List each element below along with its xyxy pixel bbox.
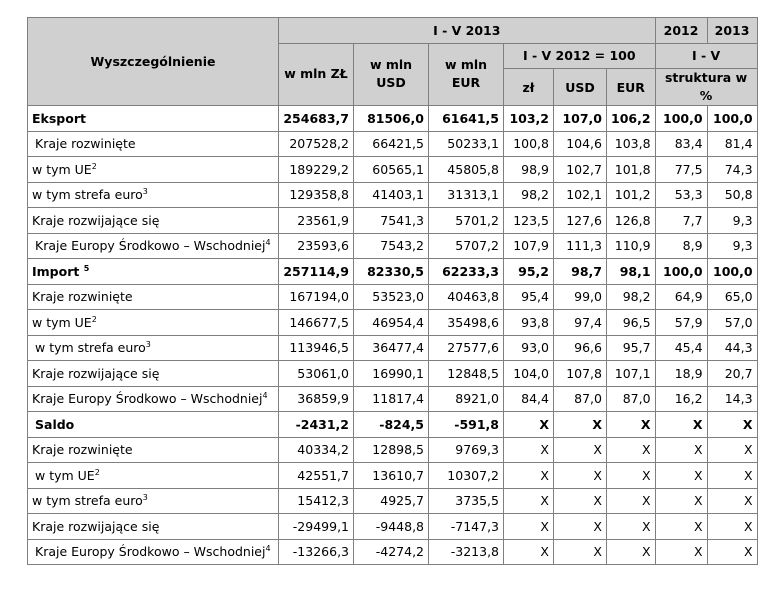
cell-value: 102,1 <box>554 182 607 208</box>
row-label-text: w tym strefa euro <box>32 493 143 509</box>
cell-value: 96,6 <box>554 335 607 361</box>
cell-value: 189229,2 <box>279 157 354 183</box>
cell-value: -29499,1 <box>279 514 354 540</box>
footnote-marker: 2 <box>91 161 97 171</box>
cell-value: X <box>607 488 656 514</box>
footnote-marker: 5 <box>83 263 90 273</box>
cell-value: 107,0 <box>554 106 607 132</box>
cell-value: 84,4 <box>504 386 554 412</box>
row-label <box>28 386 279 412</box>
row-label-text: w tym UE <box>32 314 92 330</box>
row-label-text: Kraje rozwinięte <box>35 136 136 152</box>
cell-value: 36477,4 <box>354 335 429 361</box>
cell-value: X <box>607 539 656 565</box>
row-label <box>28 106 279 132</box>
cell-value: -824,5 <box>354 412 429 438</box>
row-label-text: Kraje rozwinięte <box>32 289 133 305</box>
header-index-zl: zł <box>504 69 554 106</box>
cell-value: 57,0 <box>707 310 757 336</box>
header-wyszczegolnienie: Wyszczególnienie <box>28 18 279 106</box>
header-mln-eur: w mln EUR <box>429 43 504 106</box>
cell-value: 65,0 <box>707 284 757 310</box>
cell-value: -4274,2 <box>354 539 429 565</box>
header-year-2012: 2012 <box>655 18 707 44</box>
cell-value: 123,5 <box>504 208 554 234</box>
cell-value: 8921,0 <box>429 386 504 412</box>
cell-value: 103,2 <box>504 106 554 132</box>
cell-value: 107,9 <box>504 233 554 259</box>
cell-value: 35498,6 <box>429 310 504 336</box>
header-index-usd: USD <box>554 69 607 106</box>
cell-value: X <box>504 488 554 514</box>
cell-value: 7541,3 <box>354 208 429 234</box>
table-row <box>28 437 758 463</box>
cell-value: 77,5 <box>655 157 707 183</box>
cell-value: X <box>554 437 607 463</box>
cell-value: 23561,9 <box>279 208 354 234</box>
cell-value: 82330,5 <box>354 259 429 285</box>
row-label-text: Kraje rozwijające się <box>32 365 160 381</box>
table-row <box>28 463 758 489</box>
cell-value: 113946,5 <box>279 335 354 361</box>
cell-value: 106,2 <box>607 106 656 132</box>
cell-value: 87,0 <box>607 386 656 412</box>
cell-value: 5701,2 <box>429 208 504 234</box>
cell-value: 95,2 <box>504 259 554 285</box>
table-row <box>28 310 758 336</box>
row-label <box>28 335 279 361</box>
cell-value: 207528,2 <box>279 131 354 157</box>
header-year-2013: 2013 <box>707 18 757 44</box>
cell-value: 93,0 <box>504 335 554 361</box>
cell-value: 23593,6 <box>279 233 354 259</box>
row-label <box>28 463 279 489</box>
cell-value: 9,3 <box>707 208 757 234</box>
cell-value: X <box>554 412 607 438</box>
cell-value: 15412,3 <box>279 488 354 514</box>
cell-value: 101,8 <box>607 157 656 183</box>
cell-value: 98,9 <box>504 157 554 183</box>
cell-value: 81506,0 <box>354 106 429 132</box>
footnote-marker: 4 <box>265 238 271 248</box>
cell-value: X <box>554 514 607 540</box>
header-mln-zl: w mln ZŁ <box>279 43 354 106</box>
cell-value: 53061,0 <box>279 361 354 387</box>
header-period-short: I - V <box>655 43 757 69</box>
cell-value: 10307,2 <box>429 463 504 489</box>
cell-value: X <box>607 463 656 489</box>
cell-value: 100,0 <box>707 259 757 285</box>
row-label-text: Eksport <box>32 110 86 126</box>
footnote-marker: 3 <box>142 187 148 197</box>
cell-value: 98,1 <box>607 259 656 285</box>
cell-value: 62233,3 <box>429 259 504 285</box>
cell-value: X <box>504 539 554 565</box>
cell-value: 100,0 <box>655 106 707 132</box>
row-label <box>28 259 279 285</box>
trade-table <box>27 17 758 565</box>
cell-value: 96,5 <box>607 310 656 336</box>
cell-value: 8,9 <box>655 233 707 259</box>
cell-value: 14,3 <box>707 386 757 412</box>
table-row <box>28 106 758 132</box>
cell-value: X <box>655 488 707 514</box>
table-row <box>28 182 758 208</box>
cell-value: 100,0 <box>707 106 757 132</box>
cell-value: X <box>707 514 757 540</box>
row-label <box>28 437 279 463</box>
footnote-marker: 3 <box>142 493 148 503</box>
cell-value: 107,1 <box>607 361 656 387</box>
cell-value: 257114,9 <box>279 259 354 285</box>
cell-value: 146677,5 <box>279 310 354 336</box>
cell-value: 42551,7 <box>279 463 354 489</box>
table-row <box>28 233 758 259</box>
row-label <box>28 488 279 514</box>
row-label <box>28 182 279 208</box>
row-label <box>28 514 279 540</box>
cell-value: 111,3 <box>554 233 607 259</box>
cell-value: 27577,6 <box>429 335 504 361</box>
cell-value: 53523,0 <box>354 284 429 310</box>
footnote-marker: 2 <box>94 467 100 477</box>
cell-value: 7543,2 <box>354 233 429 259</box>
cell-value: 127,6 <box>554 208 607 234</box>
cell-value: 45805,8 <box>429 157 504 183</box>
row-label <box>28 233 279 259</box>
cell-value: 104,0 <box>504 361 554 387</box>
cell-value: 83,4 <box>655 131 707 157</box>
cell-value: 104,6 <box>554 131 607 157</box>
cell-value: 41403,1 <box>354 182 429 208</box>
cell-value: 95,7 <box>607 335 656 361</box>
cell-value: X <box>607 437 656 463</box>
cell-value: X <box>607 514 656 540</box>
cell-value: -7147,3 <box>429 514 504 540</box>
table-row <box>28 412 758 438</box>
cell-value: X <box>607 412 656 438</box>
table-row <box>28 157 758 183</box>
row-label <box>28 310 279 336</box>
table-body <box>28 106 758 565</box>
cell-value: -2431,2 <box>279 412 354 438</box>
cell-value: -13266,3 <box>279 539 354 565</box>
cell-value: 87,0 <box>554 386 607 412</box>
table-row <box>28 335 758 361</box>
cell-value: 254683,7 <box>279 106 354 132</box>
row-label-text: Kraje rozwinięte <box>32 442 133 458</box>
cell-value: 7,7 <box>655 208 707 234</box>
cell-value: -3213,8 <box>429 539 504 565</box>
cell-value: 44,3 <box>707 335 757 361</box>
cell-value: 110,9 <box>607 233 656 259</box>
cell-value: 5707,2 <box>429 233 504 259</box>
cell-value: 13610,7 <box>354 463 429 489</box>
cell-value: X <box>655 412 707 438</box>
table-row <box>28 514 758 540</box>
row-label-text: w tym UE <box>32 161 92 177</box>
cell-value: 66421,5 <box>354 131 429 157</box>
cell-value: 98,2 <box>607 284 656 310</box>
cell-value: 101,2 <box>607 182 656 208</box>
row-label-text: w tym strefa euro <box>35 340 146 356</box>
cell-value: 11817,4 <box>354 386 429 412</box>
cell-value: X <box>655 514 707 540</box>
cell-value: X <box>707 463 757 489</box>
cell-value: 103,8 <box>607 131 656 157</box>
header-index-group: I - V 2012 = 100 <box>504 43 656 69</box>
cell-value: 81,4 <box>707 131 757 157</box>
table-row <box>28 361 758 387</box>
cell-value: 3735,5 <box>429 488 504 514</box>
cell-value: X <box>504 463 554 489</box>
row-label <box>28 412 279 438</box>
cell-value: X <box>707 539 757 565</box>
cell-value: 60565,1 <box>354 157 429 183</box>
cell-value: 50233,1 <box>429 131 504 157</box>
cell-value: 99,0 <box>554 284 607 310</box>
cell-value: 57,9 <box>655 310 707 336</box>
cell-value: 12848,5 <box>429 361 504 387</box>
cell-value: 16,2 <box>655 386 707 412</box>
cell-value: X <box>707 412 757 438</box>
row-label-text: Import <box>32 263 84 279</box>
table-row <box>28 259 758 285</box>
cell-value: 74,3 <box>707 157 757 183</box>
footnote-marker: 2 <box>91 314 97 324</box>
row-label-text: Saldo <box>35 416 75 432</box>
cell-value: 46954,4 <box>354 310 429 336</box>
table-row <box>28 208 758 234</box>
cell-value: 98,2 <box>504 182 554 208</box>
cell-value: -591,8 <box>429 412 504 438</box>
trade-table-container <box>27 17 758 565</box>
cell-value: 50,8 <box>707 182 757 208</box>
row-label-text: Kraje Europy Środkowo – Wschodniej <box>32 391 263 407</box>
row-label-text: w tym strefa euro <box>32 187 143 203</box>
cell-value: 53,3 <box>655 182 707 208</box>
header-mln-usd: w mln USD <box>354 43 429 106</box>
cell-value: X <box>554 488 607 514</box>
cell-value: 12898,5 <box>354 437 429 463</box>
row-label <box>28 284 279 310</box>
cell-value: 40463,8 <box>429 284 504 310</box>
cell-value: 36859,9 <box>279 386 354 412</box>
row-label <box>28 131 279 157</box>
table-row <box>28 488 758 514</box>
cell-value: 16990,1 <box>354 361 429 387</box>
cell-value: -9448,8 <box>354 514 429 540</box>
cell-value: X <box>504 514 554 540</box>
cell-value: 93,8 <box>504 310 554 336</box>
row-label <box>28 361 279 387</box>
cell-value: 20,7 <box>707 361 757 387</box>
row-label-text: Kraje rozwijające się <box>32 518 160 534</box>
row-label <box>28 208 279 234</box>
cell-value: 100,0 <box>655 259 707 285</box>
cell-value: X <box>655 463 707 489</box>
cell-value: 4925,7 <box>354 488 429 514</box>
cell-value: 40334,2 <box>279 437 354 463</box>
cell-value: 129358,8 <box>279 182 354 208</box>
cell-value: X <box>554 463 607 489</box>
footnote-marker: 3 <box>145 340 151 350</box>
cell-value: 97,4 <box>554 310 607 336</box>
table-row <box>28 284 758 310</box>
row-label-text: w tym UE <box>35 467 95 483</box>
row-label <box>28 157 279 183</box>
row-label <box>28 539 279 565</box>
table-row <box>28 131 758 157</box>
footnote-marker: 4 <box>265 544 271 554</box>
header-struktura: struktura w % <box>655 69 757 106</box>
cell-value: 9,3 <box>707 233 757 259</box>
row-label-text: Kraje Europy Środkowo – Wschodniej <box>35 544 266 560</box>
cell-value: 18,9 <box>655 361 707 387</box>
cell-value: X <box>707 488 757 514</box>
cell-value: 31313,1 <box>429 182 504 208</box>
cell-value: 100,8 <box>504 131 554 157</box>
cell-value: X <box>655 539 707 565</box>
cell-value: X <box>707 437 757 463</box>
cell-value: X <box>504 437 554 463</box>
row-label-text: Kraje Europy Środkowo – Wschodniej <box>35 238 266 254</box>
table-row <box>28 386 758 412</box>
cell-value: X <box>504 412 554 438</box>
footnote-marker: 4 <box>262 391 268 401</box>
cell-value: 64,9 <box>655 284 707 310</box>
table-row <box>28 539 758 565</box>
cell-value: 95,4 <box>504 284 554 310</box>
header-index-eur: EUR <box>607 69 656 106</box>
cell-value: 61641,5 <box>429 106 504 132</box>
header-period-main: I - V 2013 <box>279 18 656 44</box>
cell-value: 126,8 <box>607 208 656 234</box>
cell-value: X <box>655 437 707 463</box>
cell-value: X <box>554 539 607 565</box>
cell-value: 167194,0 <box>279 284 354 310</box>
cell-value: 98,7 <box>554 259 607 285</box>
row-label-text: Kraje rozwijające się <box>32 212 160 228</box>
cell-value: 107,8 <box>554 361 607 387</box>
cell-value: 102,7 <box>554 157 607 183</box>
cell-value: 45,4 <box>655 335 707 361</box>
cell-value: 9769,3 <box>429 437 504 463</box>
